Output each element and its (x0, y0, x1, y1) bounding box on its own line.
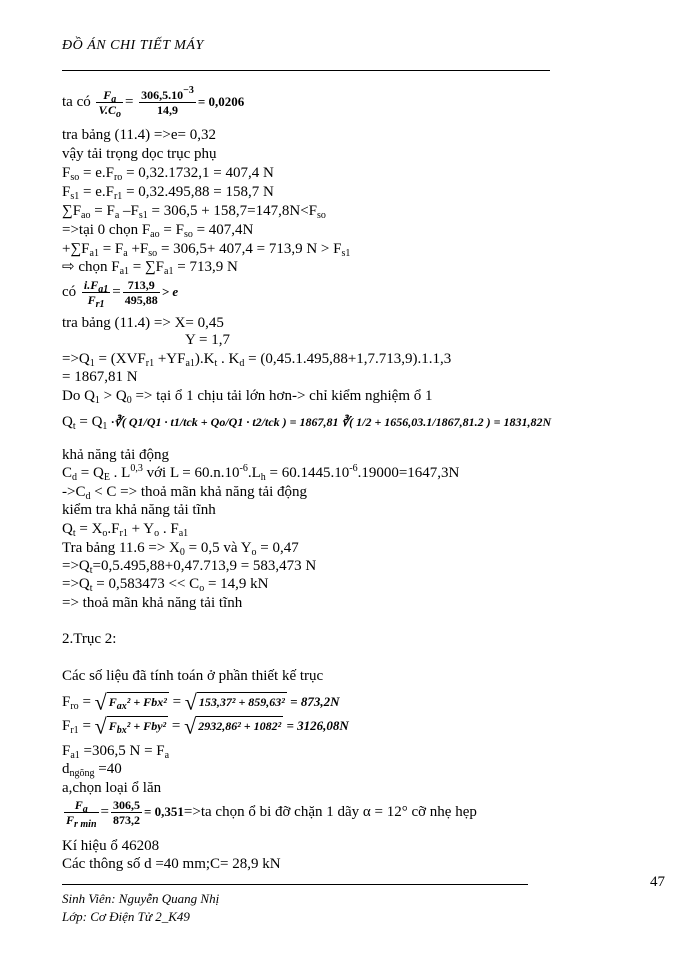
line-fr1: $F_{r1}$ = √ $F_{bx}^2 + Fby^2$ = √ 2932,86² + 1082² = 3126,08N (62, 713, 349, 739)
line-static-ok: => thoả mãn khả năng tải tĩnh (62, 595, 243, 611)
footer-class: Lớp: Cơ Điện Tử 2_K49 (62, 909, 190, 924)
section-heading-shaft-2: 2.Trục 2: (62, 631, 117, 647)
equals-sign: = (124, 93, 134, 110)
line-choose-fa1: ⇨ chọn $F_{a1} = \sum F_{a1} = 713,9$ N (62, 259, 238, 277)
fraction-fa-vco: $\frac{F_a}{V.C_o}$ (98, 88, 121, 120)
page-number: 47 (650, 874, 665, 890)
fraction-value-2: $\frac{713,9}{495,88}$ (124, 278, 158, 307)
line-qt-formula: $Q_t = Q_1$ ·∛( Q1/Q1 · t1/tck + Qo/Q1 · t2/tck ) = 1867,81 ∛( 1/2 + 1656,03.1/1867,81.2 ) = 1831,82N (62, 414, 552, 432)
line-qt-value: $=>Q_t=0,5.495,88+0,47.713,9 = 583,473$ N (62, 558, 317, 576)
line-q1-result: = 1867,81 N (62, 369, 138, 385)
line-cd-check: $->C_d < C$ => thoả mãn khả năng tải động (62, 484, 308, 502)
line-sum-fa1: $+\sum F_{a1} = F_a +F_{so} = 306,5+ 407,4 = 713,9$ $N > F_{s1}$ (62, 241, 351, 259)
line-static-check-title: kiểm tra khả năng tải tĩnh (62, 502, 216, 518)
line-fso: $F_{so} = e.F_{ro} = 0,32.1732,1 = 407,4$ N (62, 165, 274, 183)
line-choose-fao: =>tại 0 chọn $F_{ao} = F_{so} = 407,4N$ (62, 222, 254, 240)
result-ratio: = 0,0206 (197, 93, 245, 109)
line-q1-formula: $=>Q_1 = (XVF_{r1} +YF_{a1}).K_t$ . $K_d = (0,45.1.495,88+1,7.713,9).1.1,3$ (62, 351, 452, 369)
line-table-11-6: Tra bảng $11.6 => X_0 = 0,5$ và $Y_o = 0,47$ (62, 540, 299, 558)
line-choose-bearing: a,chọn loại ổ lăn (62, 780, 162, 796)
fraction-value: $\frac{306,5.10^{-3}}{14,9}$ (141, 85, 194, 117)
line-bearing-code: Kí hiệu ổ 46208 (62, 838, 160, 854)
line-table-lookup-x: tra bảng (11.4) => X= 0,45 (62, 315, 224, 331)
line-ratio (62, 85, 245, 120)
line-compare-q: Do $Q_1 > Q_0$ => tại ổ 1 chịu tải lớn hơn-> chỉ kiểm nghiệm ổ 1 (62, 388, 433, 406)
footer-student-name: Sinh Viên: Nguyễn Quang Nhị (62, 891, 220, 906)
footer-rule (62, 884, 528, 885)
line-fa1: $F_{a1} =306,5$ $N = F_a$ (62, 743, 170, 761)
line-fro: $F_{ro}$ = √ $F_{ax}^2 + Fbx^2$ = √ 153,37² + 859,63² = 873,2N (62, 689, 340, 715)
header-rule (62, 70, 550, 71)
line-ratio-compare-e: có $\frac{i.F_{a1}}{F_{r1}}$ = $\frac{713,9}{495,88}$ > e (62, 278, 179, 310)
line-bearing-params: Các thông số d =40 mm;C= 28,9 kN (62, 856, 281, 872)
line-axial-load-title: vậy tải trọng dọc trục phụ (62, 146, 217, 162)
line-qt-compare: $=>Q_t = 0,583473 << C_o = 14,9$ kN (62, 576, 269, 594)
line-table-lookup-e: tra bảng (11.4) =>e= 0,32 (62, 127, 216, 143)
line-cd-formula: $C_d = Q_E$ . L$^{0,3}$ với $L = 60.n.10^{-6}.L_h = 60.1445.10^{-6}.19000=1647,3N$ (62, 463, 460, 483)
equivalent-load-formula: ·∛( Q1/Q1 · t1/tck + Qo/Q1 · t2/tck ) = 1867,81 ∛( 1/2 + 1656,03.1/1867,81.2 ) = 1831,82N (111, 415, 552, 429)
line-y-value: Y = 1,7 (185, 332, 230, 348)
line-sum-fao: $\sum F_{ao} = F_a$ $-F_{s1} = 306,5 + 158,7=147,8N<F_{so}$ (62, 203, 326, 221)
fraction-ifa1-fr1: $\frac{i.F_{a1}}{F_{r1}}$ (83, 278, 109, 310)
line-qt-static: $Q_t = X_o.F_{r1} + Y_o$ . $F_{a1}$ (62, 521, 189, 539)
fraction-fa-frmin: $\frac{F_a}{F_{r min}}$ (66, 798, 97, 830)
line-data-intro: Các số liệu đã tính toán ở phần thiết kế trục (62, 668, 324, 684)
line-dynamic-capacity: khả năng tải động (62, 447, 170, 463)
line-d-journal: $d_{ngõng} =40$ (62, 761, 122, 779)
fraction-value-3: $\frac{306,5}{873,2}$ (113, 798, 140, 827)
text-ta-co: ta có (62, 93, 91, 110)
running-header: ĐỒ ÁN CHI TIẾT MÁY (62, 38, 204, 53)
line-fs1: $F_{s1} = e.F_{r1} = 0,32.495,88 = 158,7$ N (62, 184, 274, 202)
line-fa-frmin: $\frac{F_a}{F_{r min}}$ = $\frac{306,5}{873,2}$ = 0,351=>ta chọn ổ bi đỡ chặn 1 dãy α = 12° cỡ nhẹ hẹp (66, 798, 477, 830)
